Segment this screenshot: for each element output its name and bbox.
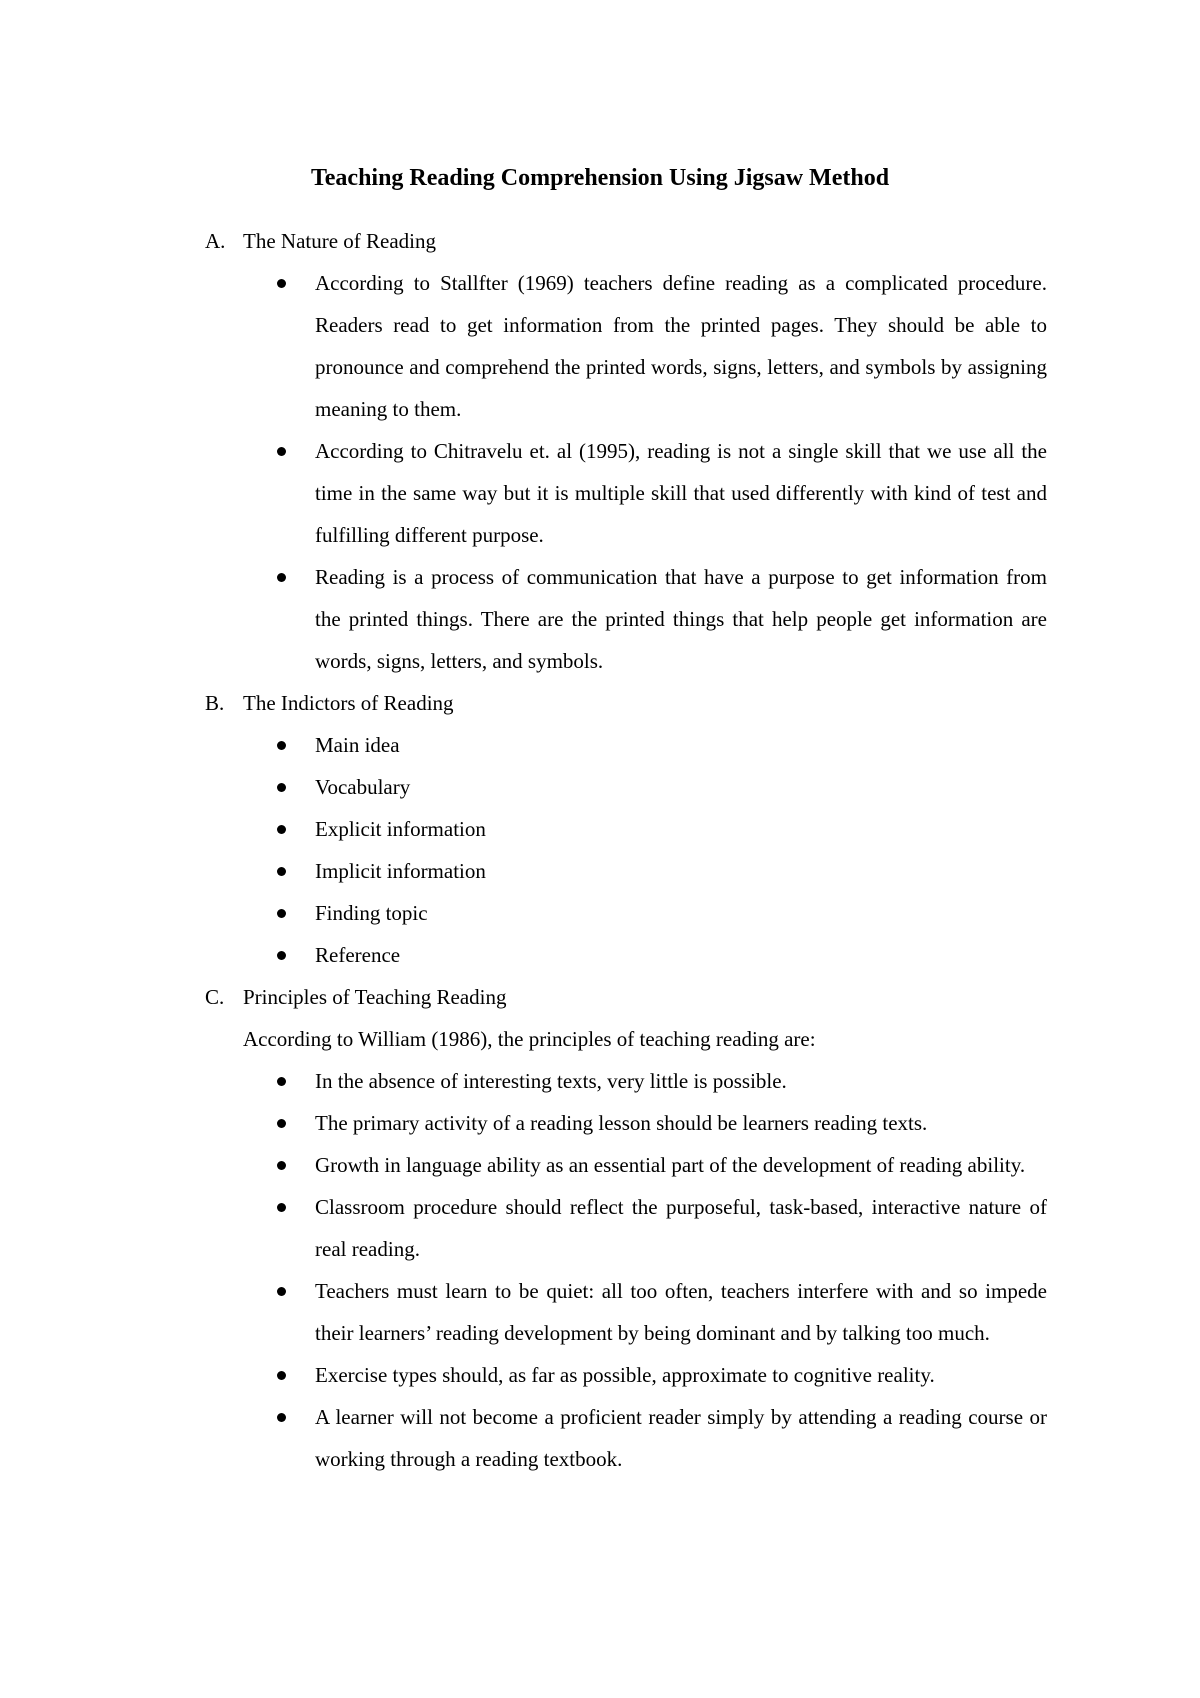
bullet-icon	[277, 783, 286, 792]
list-item-text: Explicit information	[315, 817, 486, 841]
list-item	[315, 724, 1047, 766]
list-item	[315, 892, 1047, 934]
list-item-text: According to Stallfter (1969) teachers define reading as a complicated procedure. Readers read to get information from the printed pages. They should be able to pronounce and comprehend the printed words, signs, letters, and symbols by assigning meaning to them.	[315, 271, 1047, 421]
section-title: Principles of Teaching Reading	[243, 985, 507, 1009]
section-heading	[205, 976, 1047, 1018]
list-item	[315, 430, 1047, 556]
list-item-text: According to Chitravelu et. al (1995), reading is not a single skill that we use all the time in the same way but it is multiple skill that used differently with kind of test and fulfilling different purpose.	[315, 439, 1047, 547]
bullet-icon	[277, 1161, 286, 1170]
bullet-icon	[277, 447, 286, 456]
document-title: Teaching Reading Comprehension Using Jigsaw Method	[310, 165, 890, 191]
list-item	[315, 808, 1047, 850]
section-heading	[205, 220, 1047, 262]
bullet-icon	[277, 1077, 286, 1086]
section-nature-of-reading	[205, 220, 1047, 682]
list-item-text: Teachers must learn to be quiet: all too often, teachers interfere with and so impede their learners’ reading development by being dominant and by talking too much.	[315, 1279, 1047, 1345]
bullet-icon	[277, 1413, 286, 1422]
bullet-list	[205, 724, 1047, 976]
bullet-icon	[277, 825, 286, 834]
bullet-icon	[277, 1371, 286, 1380]
bullet-icon	[277, 867, 286, 876]
bullet-icon	[277, 951, 286, 960]
bullet-icon	[277, 1287, 286, 1296]
bullet-icon	[277, 741, 286, 750]
bullet-icon	[277, 1203, 286, 1212]
list-item-text: A learner will not become a proficient reader simply by attending a reading course or working through a reading textbook.	[315, 1405, 1047, 1471]
document-body	[205, 220, 1047, 1480]
list-item	[315, 1270, 1047, 1354]
bullet-icon	[277, 279, 286, 288]
section-title: The Indictors of Reading	[243, 691, 454, 715]
list-item	[315, 1144, 1047, 1186]
bullet-icon	[277, 909, 286, 918]
list-item	[315, 766, 1047, 808]
list-item-text: Finding topic	[315, 901, 428, 925]
section-indicators-of-reading	[205, 682, 1047, 976]
list-item-text: Reading is a process of communication that have a purpose to get information from the printed things. There are the printed things that help people get information are words, signs, letters, and symbols.	[315, 565, 1047, 673]
list-item	[315, 850, 1047, 892]
list-item-text: The primary activity of a reading lesson should be learners reading texts.	[315, 1111, 928, 1135]
list-item	[315, 1354, 1047, 1396]
list-item	[315, 262, 1047, 430]
list-item-text: Reference	[315, 943, 401, 967]
list-item	[315, 1102, 1047, 1144]
list-item	[315, 1060, 1047, 1102]
list-item	[315, 1396, 1047, 1480]
section-letter: A.	[205, 229, 226, 253]
section-intro: According to William (1986), the principles of teaching reading are:	[243, 1027, 816, 1051]
bullet-list	[205, 1060, 1047, 1480]
section-title: The Nature of Reading	[243, 229, 437, 253]
list-item	[315, 934, 1047, 976]
section-heading	[205, 682, 1047, 724]
list-item-text: Main idea	[315, 733, 400, 757]
list-item-text: In the absence of interesting texts, very little is possible.	[315, 1069, 787, 1093]
bullet-list	[205, 262, 1047, 682]
list-item-text: Classroom procedure should reflect the purposeful, task-based, interactive nature of real reading.	[315, 1195, 1047, 1261]
list-item-text: Vocabulary	[315, 775, 411, 799]
bullet-icon	[277, 1119, 286, 1128]
list-item-text: Exercise types should, as far as possible, approximate to cognitive reality.	[315, 1363, 935, 1387]
section-principles-of-teaching-reading	[205, 976, 1047, 1480]
section-letter: B.	[205, 691, 225, 715]
section-letter: C.	[205, 985, 225, 1009]
list-item	[315, 556, 1047, 682]
list-item	[315, 1186, 1047, 1270]
list-item-text: Implicit information	[315, 859, 486, 883]
bullet-icon	[277, 573, 286, 582]
list-item-text: Growth in language ability as an essential part of the development of reading ability.	[315, 1153, 1026, 1177]
